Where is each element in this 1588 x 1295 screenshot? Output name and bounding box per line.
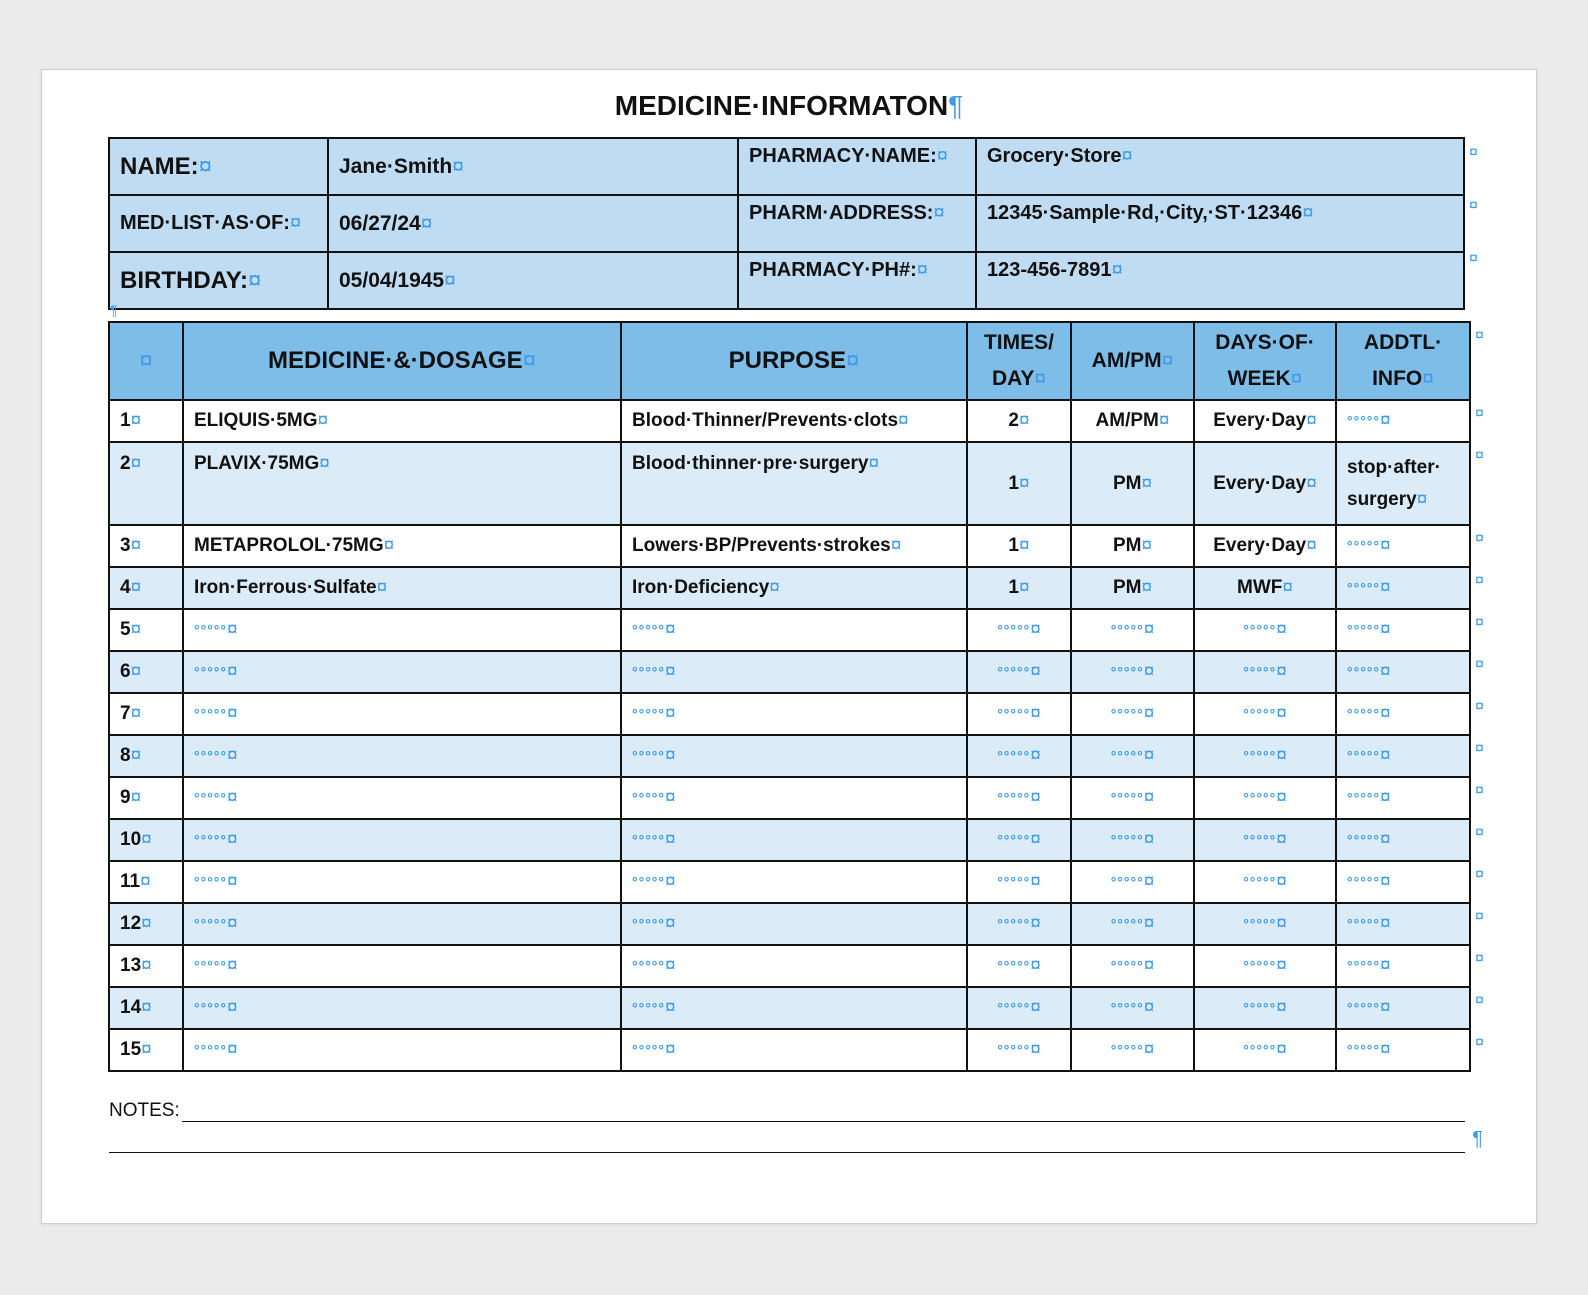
info-cell[interactable]: °°°°°¤	[1336, 987, 1470, 1029]
medicine-cell[interactable]: °°°°°¤	[183, 987, 621, 1029]
medicine-cell[interactable]: °°°°°¤	[183, 651, 621, 693]
document-page	[41, 69, 1537, 1224]
ampm-cell[interactable]: °°°°°¤	[1071, 693, 1194, 735]
days-cell[interactable]: °°°°°¤	[1194, 609, 1336, 651]
row-number: 10¤	[109, 819, 183, 861]
row-number: 13¤	[109, 945, 183, 987]
row-end-mark: ¤	[1475, 530, 1484, 547]
purpose-cell[interactable]: °°°°°¤	[621, 861, 967, 903]
medicine-cell[interactable]: PLAVIX·75MG¤	[183, 442, 621, 525]
ampm-cell[interactable]: °°°°°¤	[1071, 651, 1194, 693]
times-cell[interactable]: °°°°°¤	[967, 903, 1071, 945]
medications-table	[108, 321, 1471, 1072]
info-cell[interactable]: °°°°°¤	[1336, 651, 1470, 693]
times-cell[interactable]: °°°°°¤	[967, 945, 1071, 987]
info-cell[interactable]: °°°°°¤	[1336, 1029, 1470, 1071]
notes-line[interactable]	[109, 1132, 1465, 1153]
row-end-mark: ¤	[1475, 740, 1484, 757]
medicine-cell[interactable]: Iron·Ferrous·Sulfate¤	[183, 567, 621, 609]
purpose-cell[interactable]: °°°°°¤	[621, 777, 967, 819]
table-header-row	[109, 322, 1470, 400]
ampm-cell[interactable]: PM¤	[1071, 525, 1194, 567]
times-cell[interactable]: °°°°°¤	[967, 777, 1071, 819]
name-label: NAME:¤	[109, 138, 328, 195]
purpose-cell[interactable]: Lowers·BP/Prevents·strokes¤	[621, 525, 967, 567]
row-end-mark: ¤	[1475, 614, 1484, 631]
medlist-label: MED·LIST·AS·OF:¤	[109, 195, 328, 252]
pharmacy-ph-label: PHARMACY·PH#:¤	[738, 252, 976, 309]
info-cell[interactable]: °°°°°¤	[1336, 735, 1470, 777]
purpose-cell[interactable]: °°°°°¤	[621, 819, 967, 861]
table-row	[109, 442, 1470, 525]
info-row-birthday	[109, 252, 1464, 309]
times-cell[interactable]: °°°°°¤	[967, 651, 1071, 693]
header-number: ¤	[109, 322, 183, 400]
purpose-cell[interactable]: Iron·Deficiency¤	[621, 567, 967, 609]
table-row	[109, 777, 1470, 819]
purpose-cell[interactable]: °°°°°¤	[621, 903, 967, 945]
table-row	[109, 693, 1470, 735]
row-end-mark: ¤	[1475, 866, 1484, 883]
paragraph-mark: ¶	[110, 302, 118, 318]
pharm-address-label: PHARM·ADDRESS:¤	[738, 195, 976, 252]
header-medicine: MEDICINE·&·DOSAGE¤	[183, 322, 621, 400]
header-times-per-day: TIMES/ DAY¤	[967, 322, 1071, 400]
medicine-cell[interactable]: ELIQUIS·5MG¤	[183, 400, 621, 442]
row-number: 8¤	[109, 735, 183, 777]
row-end-mark: ¤	[1469, 250, 1478, 267]
info-cell[interactable]: °°°°°¤	[1336, 693, 1470, 735]
ampm-cell[interactable]: °°°°°¤	[1071, 777, 1194, 819]
medicine-cell[interactable]: °°°°°¤	[183, 861, 621, 903]
row-end-mark: ¤	[1469, 144, 1478, 161]
table-row	[109, 861, 1470, 903]
info-row-medlist	[109, 195, 1464, 252]
info-cell[interactable]: °°°°°¤	[1336, 819, 1470, 861]
days-cell[interactable]: MWF¤	[1194, 567, 1336, 609]
ampm-cell[interactable]: °°°°°¤	[1071, 1029, 1194, 1071]
row-end-mark: ¤	[1475, 992, 1484, 1009]
header-purpose: PURPOSE¤	[621, 322, 967, 400]
table-row	[109, 987, 1470, 1029]
name-value[interactable]: Jane·Smith¤	[328, 138, 738, 195]
row-number: 14¤	[109, 987, 183, 1029]
times-cell[interactable]: °°°°°¤	[967, 693, 1071, 735]
info-cell[interactable]: °°°°°¤	[1336, 567, 1470, 609]
days-cell[interactable]: °°°°°¤	[1194, 693, 1336, 735]
ampm-cell[interactable]: °°°°°¤	[1071, 735, 1194, 777]
header-addtl-info: ADDTL· INFO¤	[1336, 322, 1470, 400]
pharm-address-value[interactable]: 12345·Sample·Rd,·City,·ST·12346¤	[976, 195, 1464, 252]
purpose-cell[interactable]: °°°°°¤	[621, 693, 967, 735]
times-cell[interactable]: 1¤	[967, 442, 1071, 525]
days-cell[interactable]: °°°°°¤	[1194, 945, 1336, 987]
table-row	[109, 903, 1470, 945]
times-cell[interactable]: 2¤	[967, 400, 1071, 442]
times-cell[interactable]: °°°°°¤	[967, 1029, 1071, 1071]
times-cell[interactable]: °°°°°¤	[967, 735, 1071, 777]
header-am-pm: AM/PM¤	[1071, 322, 1194, 400]
medicine-cell[interactable]: °°°°°¤	[183, 1029, 621, 1071]
info-cell[interactable]: °°°°°¤	[1336, 609, 1470, 651]
medicine-cell[interactable]: °°°°°¤	[183, 945, 621, 987]
ampm-cell[interactable]: °°°°°¤	[1071, 609, 1194, 651]
row-number: 3¤	[109, 525, 183, 567]
times-cell[interactable]: 1¤	[967, 525, 1071, 567]
notes-label: NOTES:	[109, 1100, 180, 1121]
days-cell[interactable]: °°°°°¤	[1194, 903, 1336, 945]
info-cell[interactable]: °°°°°¤	[1336, 525, 1470, 567]
ampm-cell[interactable]: °°°°°¤	[1071, 987, 1194, 1029]
notes-line[interactable]	[182, 1101, 1465, 1122]
info-cell[interactable]: °°°°°¤	[1336, 400, 1470, 442]
times-cell[interactable]: °°°°°¤	[967, 987, 1071, 1029]
medicine-cell[interactable]: °°°°°¤	[183, 903, 621, 945]
table-row	[109, 400, 1470, 442]
days-cell[interactable]: Every·Day¤	[1194, 442, 1336, 525]
info-cell[interactable]: °°°°°¤	[1336, 945, 1470, 987]
table-row	[109, 1029, 1470, 1071]
days-cell[interactable]: °°°°°¤	[1194, 651, 1336, 693]
ampm-cell[interactable]: AM/PM¤	[1071, 400, 1194, 442]
row-number: 1¤	[109, 400, 183, 442]
table-row	[109, 525, 1470, 567]
birthday-label: BIRTHDAY:¤	[109, 252, 328, 309]
row-end-mark: ¤	[1475, 447, 1484, 464]
table-row	[109, 651, 1470, 693]
times-cell[interactable]: °°°°°¤	[967, 861, 1071, 903]
paragraph-mark: ¶	[1472, 1128, 1483, 1150]
days-cell[interactable]: Every·Day¤	[1194, 525, 1336, 567]
row-number: 9¤	[109, 777, 183, 819]
row-end-mark: ¤	[1475, 950, 1484, 967]
times-cell[interactable]: 1¤	[967, 567, 1071, 609]
row-end-mark: ¤	[1475, 572, 1484, 589]
ampm-cell[interactable]: °°°°°¤	[1071, 819, 1194, 861]
days-cell[interactable]: °°°°°¤	[1194, 777, 1336, 819]
purpose-cell[interactable]: Blood·thinner·pre·surgery¤	[621, 442, 967, 525]
medicine-cell[interactable]: °°°°°¤	[183, 735, 621, 777]
row-number: 11¤	[109, 861, 183, 903]
days-cell[interactable]: °°°°°¤	[1194, 819, 1336, 861]
row-number: 7¤	[109, 693, 183, 735]
purpose-cell[interactable]: °°°°°¤	[621, 945, 967, 987]
purpose-cell[interactable]: °°°°°¤	[621, 987, 967, 1029]
row-number: 15¤	[109, 1029, 183, 1071]
ampm-cell[interactable]: °°°°°¤	[1071, 861, 1194, 903]
days-cell[interactable]: °°°°°¤	[1194, 987, 1336, 1029]
medicine-cell[interactable]: °°°°°¤	[183, 693, 621, 735]
pharmacy-ph-value[interactable]: 123-456-7891¤	[976, 252, 1464, 309]
info-cell[interactable]: stop·after· surgery¤	[1336, 442, 1470, 525]
table-row	[109, 819, 1470, 861]
ampm-cell[interactable]: °°°°°¤	[1071, 903, 1194, 945]
info-row-name	[109, 138, 1464, 195]
row-end-mark: ¤	[1475, 698, 1484, 715]
days-cell[interactable]: °°°°°¤	[1194, 1029, 1336, 1071]
row-end-mark: ¤	[1475, 824, 1484, 841]
pharmacy-name-value[interactable]: Grocery·Store¤	[976, 138, 1464, 195]
medicine-cell[interactable]: °°°°°¤	[183, 819, 621, 861]
document-title: MEDICINE·INFORMATON¶	[614, 90, 964, 121]
birthday-value[interactable]: 05/04/1945¤	[328, 252, 738, 309]
table-row	[109, 945, 1470, 987]
table-row	[109, 609, 1470, 651]
times-cell[interactable]: °°°°°¤	[967, 819, 1071, 861]
ampm-cell[interactable]: °°°°°¤	[1071, 945, 1194, 987]
info-cell[interactable]: °°°°°¤	[1336, 903, 1470, 945]
row-end-mark: ¤	[1469, 197, 1478, 214]
row-end-mark: ¤	[1475, 782, 1484, 799]
purpose-cell[interactable]: °°°°°¤	[621, 735, 967, 777]
days-cell[interactable]: Every·Day¤	[1194, 400, 1336, 442]
header-days-of-week: DAYS·OF· WEEK¤	[1194, 322, 1336, 400]
row-number: 4¤	[109, 567, 183, 609]
row-number: 2¤	[109, 442, 183, 525]
notes-section	[109, 1098, 1483, 1153]
days-cell[interactable]: °°°°°¤	[1194, 861, 1336, 903]
row-end-mark: ¤	[1475, 327, 1484, 344]
row-end-mark: ¤	[1475, 656, 1484, 673]
purpose-cell[interactable]: °°°°°¤	[621, 651, 967, 693]
days-cell[interactable]: °°°°°¤	[1194, 735, 1336, 777]
medlist-value[interactable]: 06/27/24¤	[328, 195, 738, 252]
pharmacy-name-label: PHARMACY·NAME:¤	[738, 138, 976, 195]
row-end-mark: ¤	[1475, 908, 1484, 925]
table-row	[109, 735, 1470, 777]
info-cell[interactable]: °°°°°¤	[1336, 861, 1470, 903]
row-number: 12¤	[109, 903, 183, 945]
purpose-cell[interactable]: °°°°°¤	[621, 1029, 967, 1071]
row-end-mark: ¤	[1475, 1034, 1484, 1051]
purpose-cell[interactable]: °°°°°¤	[621, 609, 967, 651]
ampm-cell[interactable]: PM¤	[1071, 567, 1194, 609]
row-number: 5¤	[109, 609, 183, 651]
patient-info-table	[108, 137, 1465, 310]
medicine-cell[interactable]: °°°°°¤	[183, 609, 621, 651]
ampm-cell[interactable]: PM¤	[1071, 442, 1194, 525]
medicine-cell[interactable]: METAPROLOL·75MG¤	[183, 525, 621, 567]
row-number: 6¤	[109, 651, 183, 693]
info-cell[interactable]: °°°°°¤	[1336, 777, 1470, 819]
medicine-cell[interactable]: °°°°°¤	[183, 777, 621, 819]
purpose-cell[interactable]: Blood·Thinner/Prevents·clots¤	[621, 400, 967, 442]
times-cell[interactable]: °°°°°¤	[967, 609, 1071, 651]
table-row	[109, 567, 1470, 609]
row-end-mark: ¤	[1475, 405, 1484, 422]
